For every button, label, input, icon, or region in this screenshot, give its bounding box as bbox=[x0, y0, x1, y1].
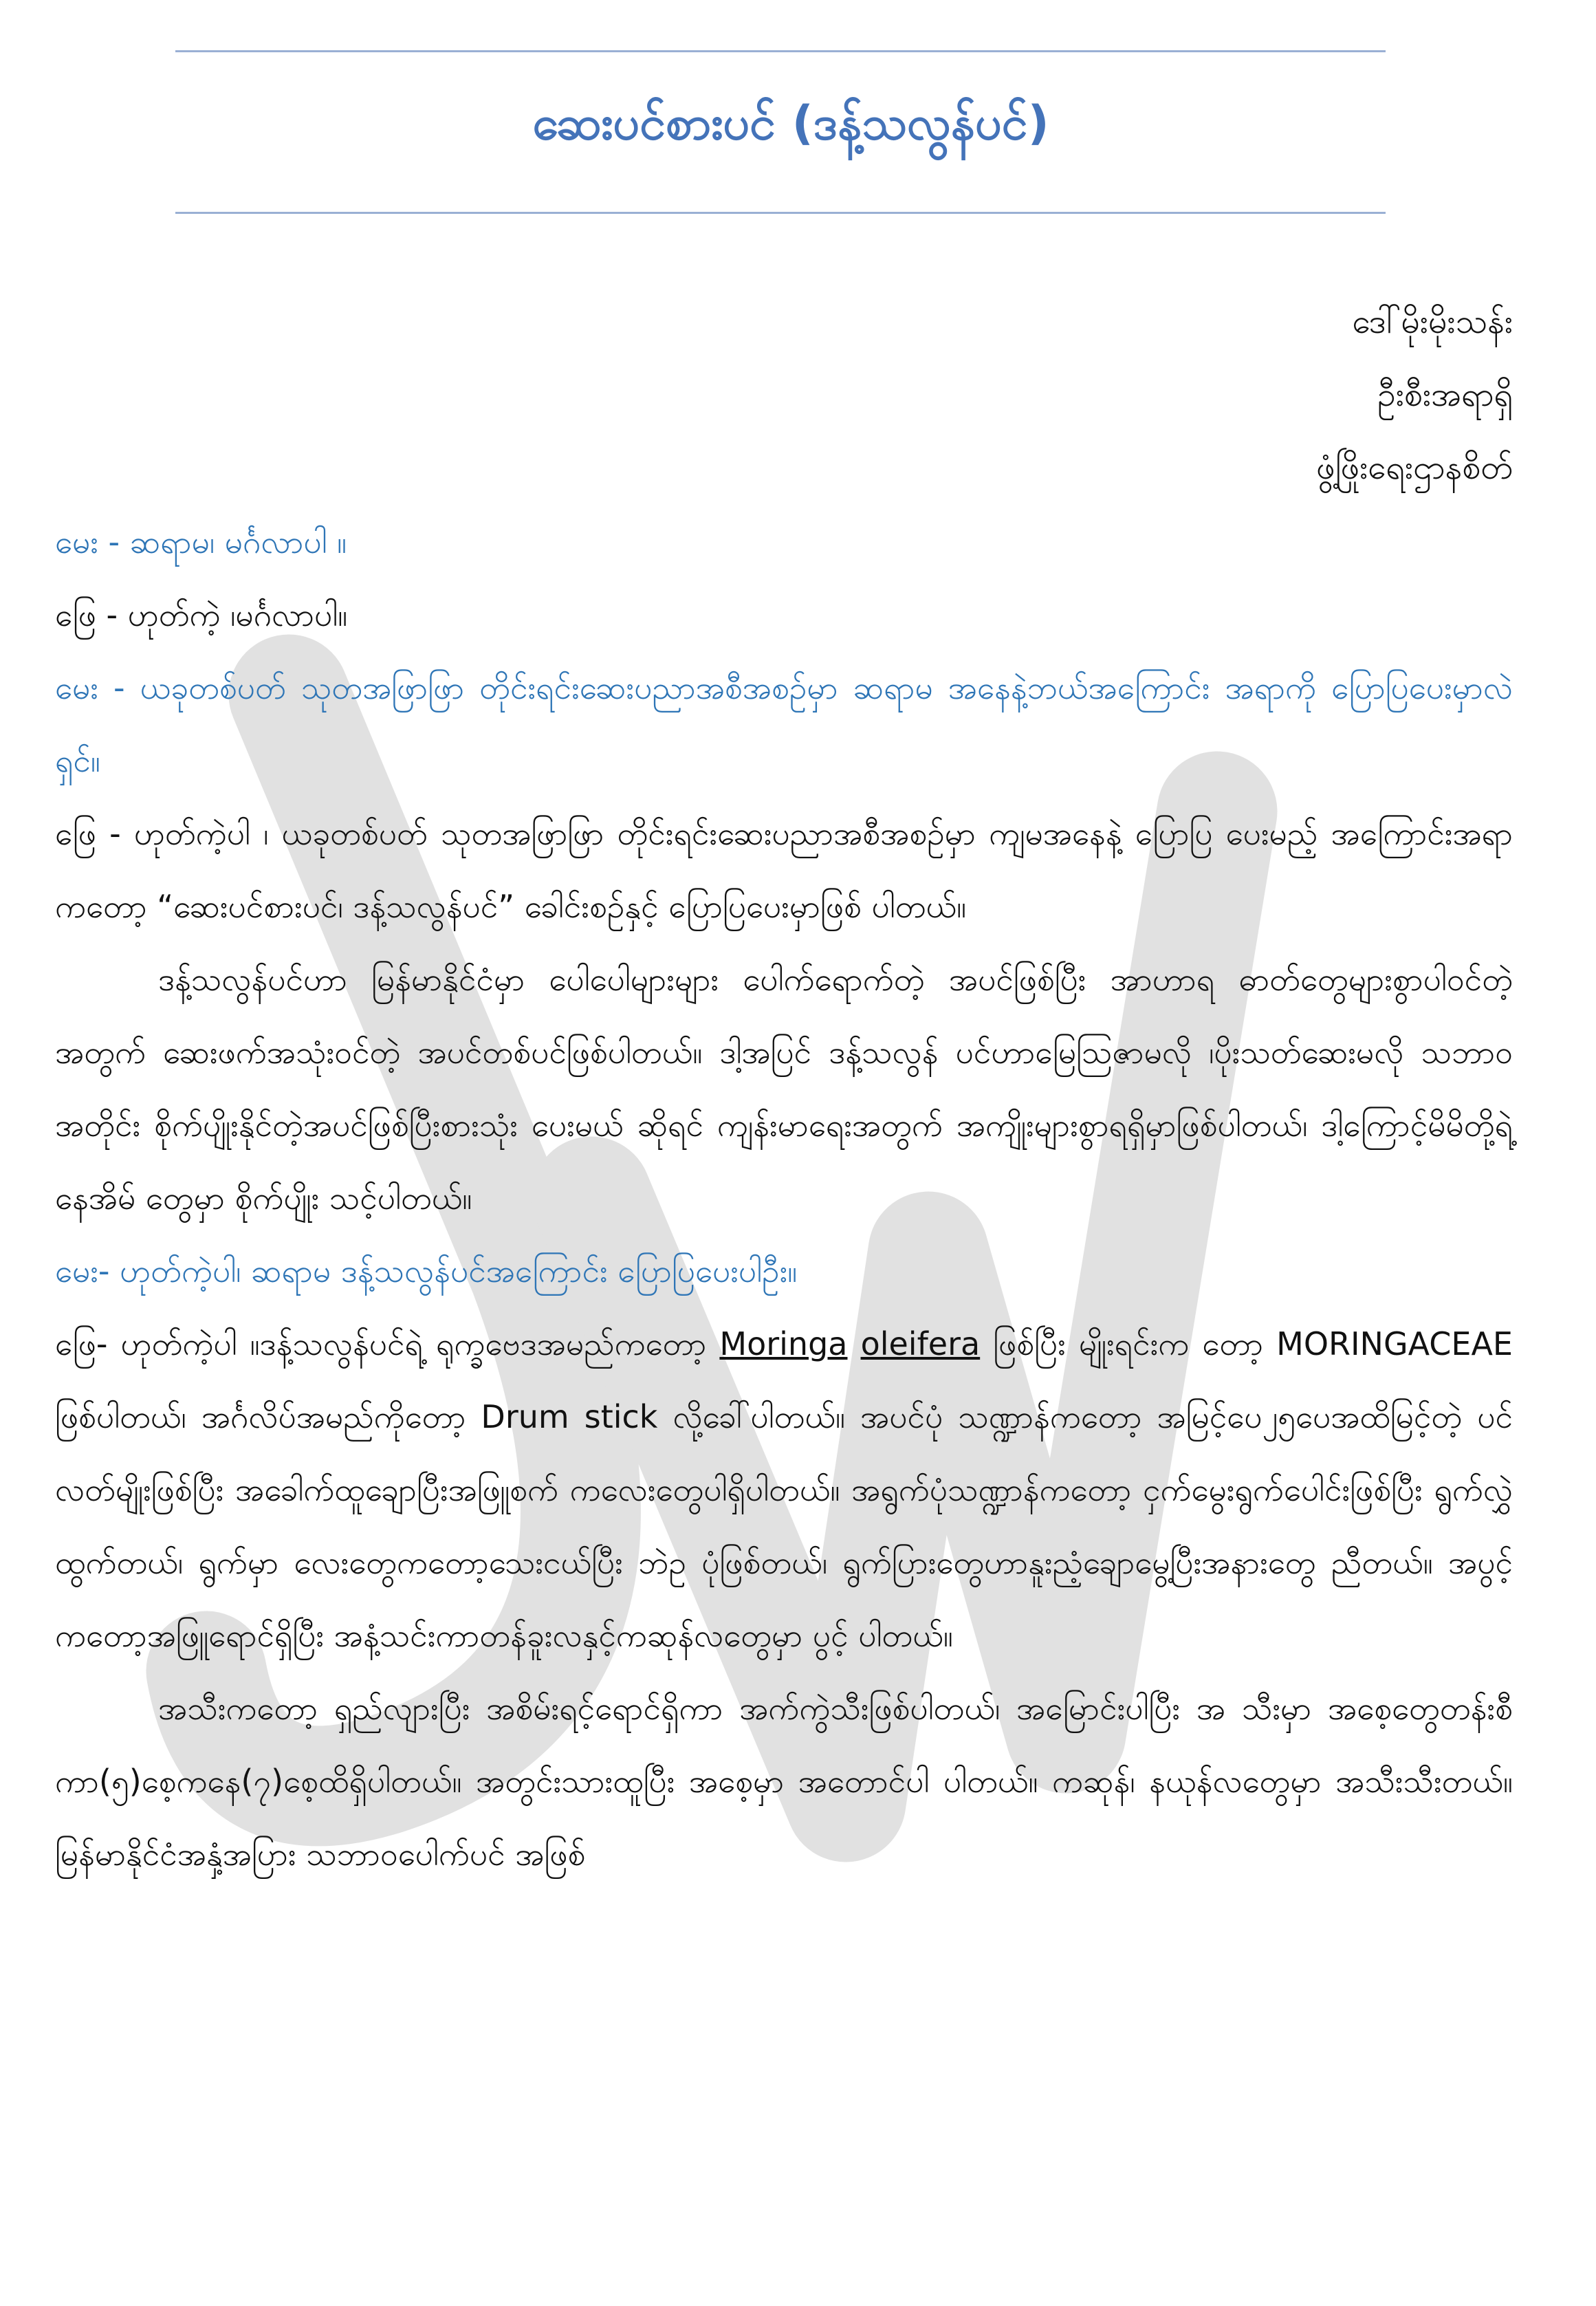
document-page bbox=[55, 0, 1513, 2306]
author-department: ဖွံ့ဖြိုးရေးဌာနစိတ် bbox=[1316, 448, 1513, 487]
author-name: ဒေါ်မိုးမိုးသန်း bbox=[1352, 303, 1513, 341]
question-greeting: မေး - ဆရာမ၊ မင်္ဂလာပါ ။ bbox=[55, 523, 347, 561]
author-block bbox=[1316, 285, 1513, 504]
title-top-rule bbox=[175, 50, 1386, 52]
interview-body bbox=[55, 505, 1513, 1891]
author-position: ဦးစီးအရာရှိ bbox=[1377, 376, 1513, 414]
answer-greeting: ဖြေ - ဟုတ်ကဲ့ ၊မင်္ဂလာပါ။ bbox=[55, 596, 348, 633]
question-moringa-details: မေး- ဟုတ်ကဲ့ပါ၊ ဆရာမ ဒန့်သလွန်ပင်အကြောင်း ပြောပြပေးပါဦး။ bbox=[55, 1252, 798, 1290]
paragraph-moringa-intro: ဒန့်သလွန်ပင်ဟာ မြန်မာနိုင်ငံမှာ ပေါပေါများများ ပေါက်ရောက်တဲ့ အပင်ဖြစ်ပြီး အာဟာရ ဓာတ်တွေများစွာပါဝင်တဲ့အတွက် ဆေးဖက်အသုံးဝင်တဲ့ အပင်တစ်ပင်ဖြစ်ပါတယ်။ ဒါ့အပြင် ဒန့်သလွန် ပင်ဟာမြေသြဇာမလို ၊ပိုးသတ်ဆေးမလို သဘာဝအတိုင်း စိုက်ပျိုးနိုင်တဲ့အပင်ဖြစ်ပြီးစားသုံး ပေးမယ် ဆိုရင် ကျန်းမာရေးအတွက် အကျိုးများစွာရရှိမှာဖြစ်ပါတယ်၊ ဒါ့ကြောင့်မိမိတို့ရဲ့နေအိမ် တွေမှာ စိုက်ပျိုး သင့်ပါတယ်။ bbox=[55, 961, 1513, 1217]
answer-moringa-post: ဖြစ်ပြီး မျိုးရင်းက တော့ MORINGACEAE ဖြစ်ပါတယ်၊ အင်္ဂလိပ်အမည်ကိုတော့ Drum stick လို့ခေါ်ပါတယ်။ အပင်ပုံ သဏ္ဍာန်ကတော့ အမြင့်ပေ၂၅ပေအထိမြင့်တဲ့ ပင်လတ်မျိုးဖြစ်ပြီး အခေါက်ထူချောပြီးအဖြူစက် ကလေးတွေပါရှိပါတယ်။ အရွက်ပုံသဏ္ဍာန်ကတော့ ငှက်မွေးရွက်ပေါင်းဖြစ်ပြီး ရွက်လွှဲထွက်တယ်၊ ရွက်မှာ လေးတွေကတော့သေးငယ်ပြီး ဘဲဥ ပုံဖြစ်တယ်၊ ရွက်ပြားတွေဟာနူးညံ့ချောမွေ့ပြီးအနားတွေ ညီတယ်။ အပွင့်ကတော့အဖြူရောင်ရှိပြီး အနံ့သင်းကာတန်ခူးလနှင့်ကဆုန်လတွေမှာ ပွင့် ပါတယ်။ bbox=[55, 1325, 1513, 1654]
scientific-name-species: oleifera bbox=[860, 1325, 981, 1362]
paragraph-moringa-fruit: အသီးကတော့ ရှည်လျားပြီး အစိမ်းရင့်ရောင်ရှိကာ အက်ကွဲသီးဖြစ်ပါတယ်၊ အမြောင်းပါပြီး အ သီးမှာ အစေ့တွေတန်းစီကာ(၅)စေ့ကနေ(၇)စေ့ထိရှိပါတယ်။ အတွင်းသားထူပြီး အစေ့မှာ အတောင်ပါ ပါတယ်။ ကဆုန်၊ နယုန်လတွေမှာ အသီးသီးတယ်။ မြန်မာနိုင်ငံအနှံ့အပြား သဘာဝပေါက်ပင် အဖြစ် bbox=[55, 1690, 1513, 1873]
title-bottom-rule bbox=[175, 212, 1386, 214]
answer-moringa-pre: ဖြေ- ဟုတ်ကဲ့ပါ ။ဒန့်သလွန်ပင်ရဲ့ ရုက္ခဗေဒအမည်ကတော့ bbox=[55, 1325, 720, 1362]
scientific-name-genus: Moringa bbox=[719, 1325, 848, 1362]
document-title: ဆေးပင်စားပင် (ဒန့်သလွန်ပင်) bbox=[532, 96, 1049, 151]
question-topic: မေး - ယခုတစ်ပတ် သုတအဖြာဖြာ တိုင်းရင်းဆေးပညာအစီအစဉ်မှာ ဆရာမ အနေနဲ့ဘယ်အကြောင်း အရာကို ပြောပြပေးမှာလဲရှင်။ bbox=[55, 669, 1513, 779]
answer-topic: ဖြေ - ဟုတ်ကဲ့ပါ ၊ ယခုတစ်ပတ် သုတအဖြာဖြာ တိုင်းရင်းဆေးပညာအစီအစဉ်မှာ ကျမအနေနဲ့ ပြောပြ ပေးမည့် အကြောင်းအရာကတော့ “ဆေးပင်စားပင်၊ ဒန့်သလွန်ပင်” ခေါင်းစဉ်နှင့် ပြောပြပေးမှာဖြစ် ပါတယ်။ bbox=[55, 815, 1513, 925]
answer-moringa-details bbox=[55, 1307, 1513, 1672]
